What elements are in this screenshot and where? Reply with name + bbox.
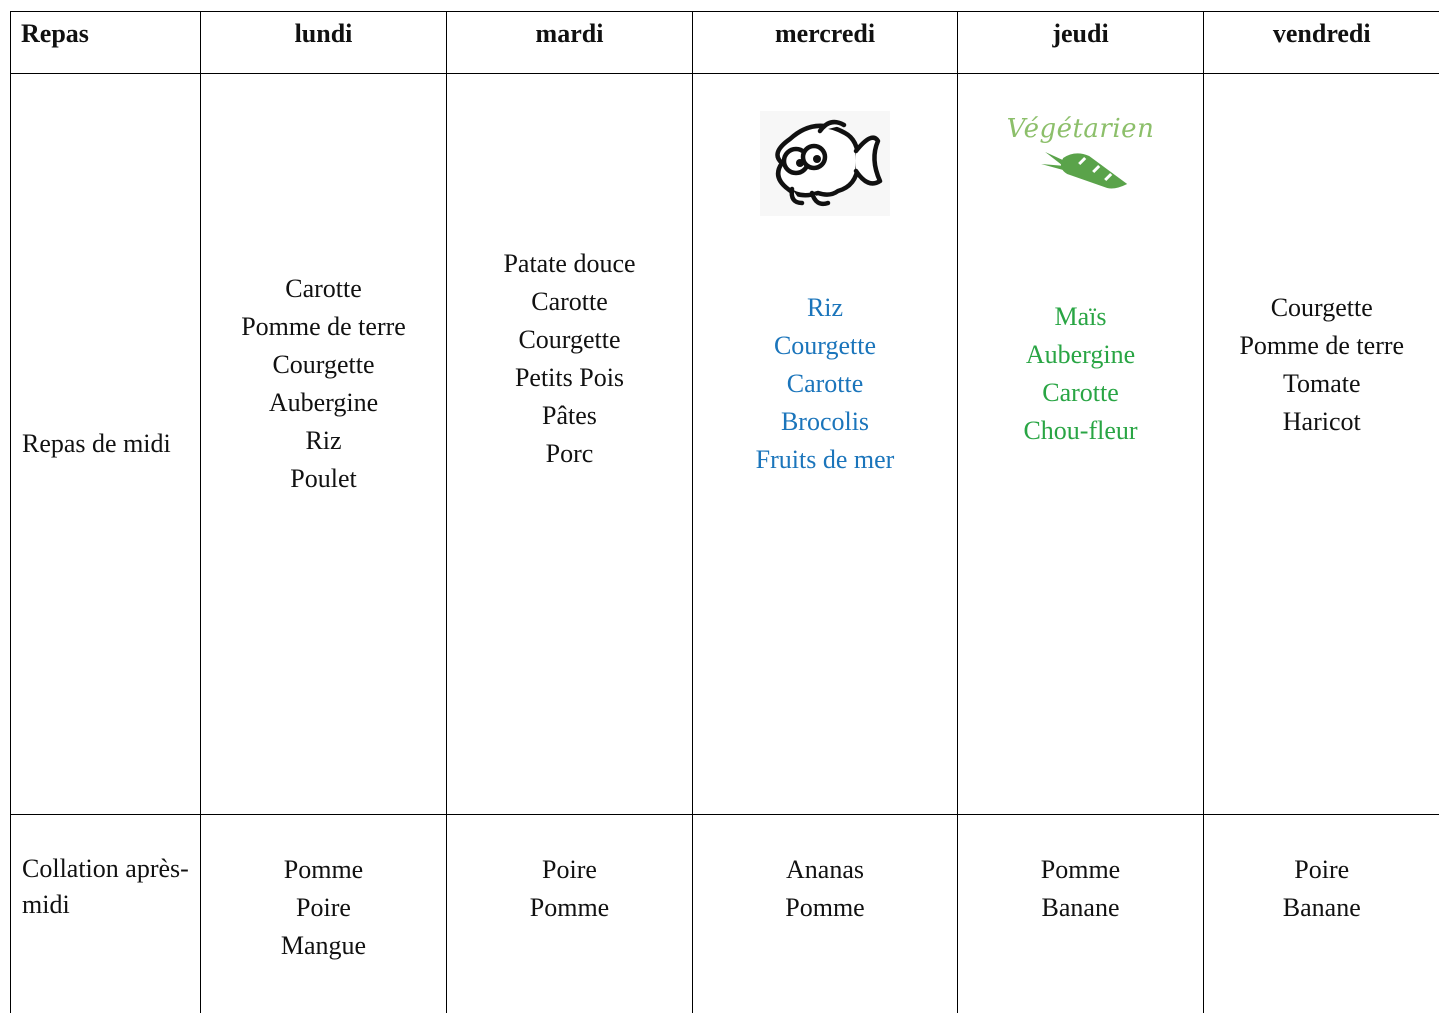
fish-icon xyxy=(760,111,890,216)
header-day-lundi: lundi xyxy=(201,12,447,74)
snack-cell-lundi xyxy=(201,815,447,1013)
list-item: Poire xyxy=(296,893,351,922)
list-item: Courgette xyxy=(1270,293,1373,322)
list-item: Pomme de terre xyxy=(1239,331,1405,360)
list-item: Banane xyxy=(1282,893,1361,922)
list-item: Pâtes xyxy=(542,401,597,430)
list-item: Mangue xyxy=(280,931,367,960)
list-item: Ananas xyxy=(786,855,864,884)
lunch-list-vendredi xyxy=(1204,289,1439,441)
list-item: Carotte xyxy=(531,287,608,316)
lunch-list-mercredi xyxy=(693,289,957,479)
header-day-jeudi: jeudi xyxy=(958,12,1204,74)
list-item: Banane xyxy=(1041,893,1120,922)
list-item: Pomme xyxy=(785,893,865,922)
list-item: Carotte xyxy=(1042,378,1119,407)
lunch-cell-mercredi xyxy=(693,74,958,815)
list-item: Riz xyxy=(305,426,342,455)
list-item: Maïs xyxy=(1054,302,1107,331)
header-day-mercredi: mercredi xyxy=(693,12,958,74)
list-item: Poulet xyxy=(290,464,357,493)
lunch-row-label: Repas de midi xyxy=(11,74,201,815)
list-item: Patate douce xyxy=(503,249,636,278)
lunch-list-jeudi xyxy=(958,298,1203,450)
list-item: Aubergine xyxy=(268,388,379,417)
lunch-cell-jeudi xyxy=(958,74,1204,815)
list-item: Courgette xyxy=(773,331,877,360)
carrot-icon xyxy=(1015,144,1145,194)
list-item: Riz xyxy=(806,293,844,322)
list-item: Haricot xyxy=(1282,407,1361,436)
lunch-row xyxy=(11,74,1439,815)
header-row xyxy=(11,12,1439,74)
lunch-cell-lundi xyxy=(201,74,447,815)
snack-row xyxy=(11,815,1439,1013)
list-item: Porc xyxy=(545,439,594,468)
lunch-cell-vendredi xyxy=(1204,74,1439,815)
list-item: Carotte xyxy=(786,369,864,398)
list-item: Pomme de terre xyxy=(241,312,406,341)
list-item: Courgette xyxy=(272,350,375,379)
header-day-mardi: mardi xyxy=(447,12,693,74)
lunch-cell-mardi xyxy=(447,74,693,815)
header-day-vendredi: vendredi xyxy=(1204,12,1439,74)
list-item: Aubergine xyxy=(1025,340,1136,369)
list-item: Courgette xyxy=(518,325,621,354)
weekly-menu-table xyxy=(10,11,1439,1013)
list-item: Pomme xyxy=(1040,855,1121,884)
lunch-list-lundi xyxy=(201,270,446,498)
snack-cell-vendredi xyxy=(1204,815,1439,1013)
list-item: Pomme xyxy=(283,855,364,884)
list-item: Poire xyxy=(542,855,597,884)
list-item: Poire xyxy=(1294,855,1350,884)
seafood-badge xyxy=(760,111,890,227)
vegetarian-badge xyxy=(1007,114,1155,205)
snack-cell-mardi xyxy=(447,815,693,1013)
snack-row-label: Collation après-midi xyxy=(11,815,201,1013)
snack-cell-jeudi xyxy=(958,815,1204,1013)
list-item: Pomme xyxy=(529,893,610,922)
list-item: Petits Pois xyxy=(514,363,625,392)
vegetarian-badge-text: Végétarien xyxy=(1006,114,1155,144)
header-repas: Repas xyxy=(11,12,201,74)
list-item: Carotte xyxy=(285,274,362,303)
list-item: Tomate xyxy=(1282,369,1361,398)
list-item: Brocolis xyxy=(780,407,870,436)
list-item: Chou-fleur xyxy=(1023,416,1138,445)
lunch-list-mardi xyxy=(447,245,692,473)
snack-cell-mercredi xyxy=(693,815,958,1013)
list-item: Fruits de mer xyxy=(755,445,895,474)
